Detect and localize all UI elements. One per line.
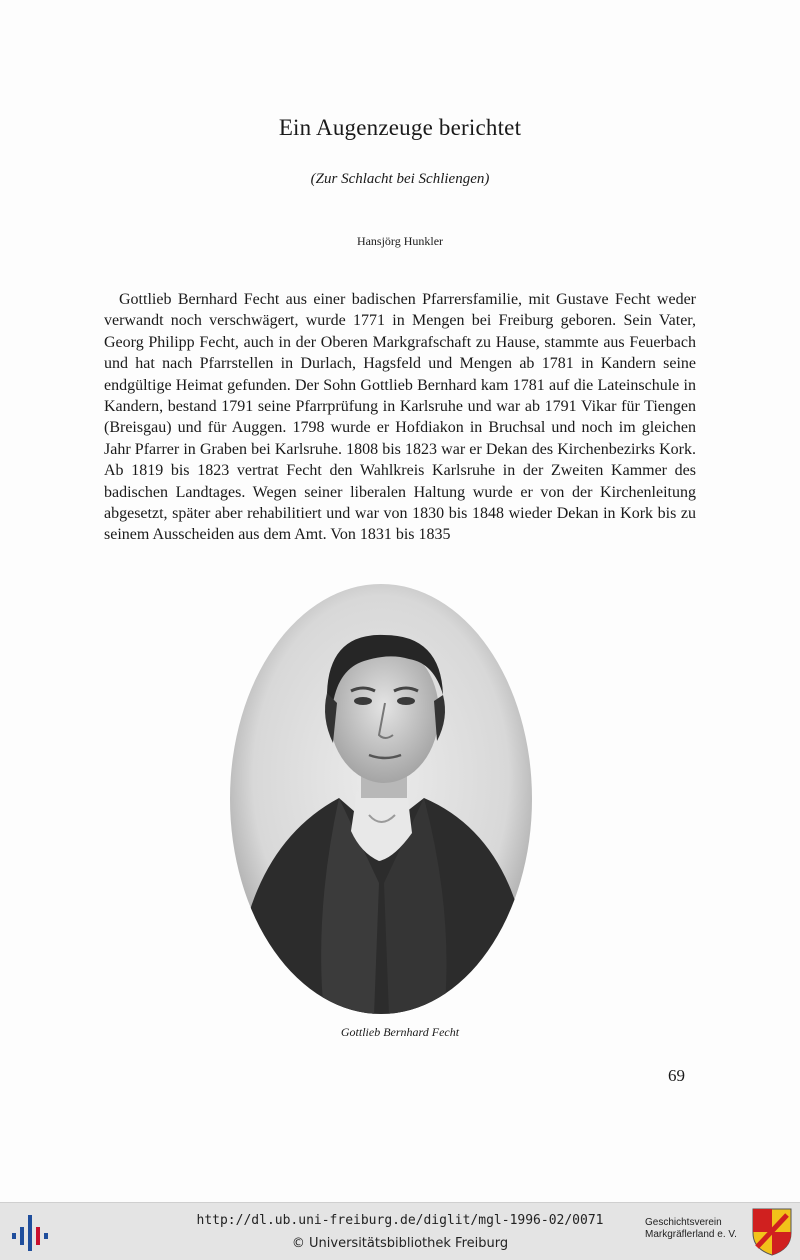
crest-icon: [751, 1207, 793, 1257]
society-name-line2: Markgräflerland e. V.: [645, 1229, 737, 1240]
portrait-image: [229, 583, 533, 1015]
society-name: [645, 1217, 755, 1241]
footer-bar: [0, 1202, 800, 1260]
portrait-caption: Gottlieb Bernhard Fecht: [340, 1025, 460, 1039]
footer-copyright: © Universitätsbibliothek Freiburg: [291, 1236, 509, 1251]
article-subtitle: (Zur Schlacht bei Schliengen): [310, 171, 490, 187]
body-paragraph: Gottlieb Bernhard Fecht aus einer badischen Pfarrersfamilie, mit Gustave Fecht weder verwandt noch verschwägert, wurde 1771 in Mengen bei Freiburg geboren. Sein Vater, Georg Philipp Fecht, auch in der Oberen Markgrafschaft zu Hause, stammte aus Feuerbach und hat nach Pfarrstellen in Durlach, Hagsfeld und Mengen ab 1781 in Kandern seine endgültige Heimat gefunden. Der Sohn Gottlieb Bernhard kam 1781 auf die Lateinschule in Kandern, bestand 1791 seine Pfarrprüfung in Karlsruhe und war ab 1791 Vikar für Tiengen (Breisgau) und für Auggen. 1798 wurde er Hofdiakon in Bruchsal und noch im gleichen Jahr Pfarrer in Graben bei Karlsruhe. 1808 bis 1823 war er Dekan des Kirchenbezirks Kork. Ab 1819 bis 1823 vertrat Fecht den Wahlkreis Karlsruhe in der Zweiten Kammer des badischen Landtages. Wegen seiner liberalen Haltung wurde er von der Kirchenleitung abgesetzt, später aber rehabilitiert und war von 1830 bis 1848 wieder Dekan in Kork bis zu seinem Ausscheiden aus dem Amt. Von 1831 bis 1835: [104, 291, 696, 544]
article-title: Ein Augenzeuge berichtet: [278, 115, 522, 140]
society-name-line1: Geschichtsverein: [645, 1217, 722, 1228]
footer-url[interactable]: http://dl.ub.uni-freiburg.de/diglit/mgl-1996-02/0071: [196, 1213, 604, 1228]
article-author: Hansjörg Hunkler: [356, 234, 444, 248]
page-number: 69: [668, 1066, 685, 1085]
